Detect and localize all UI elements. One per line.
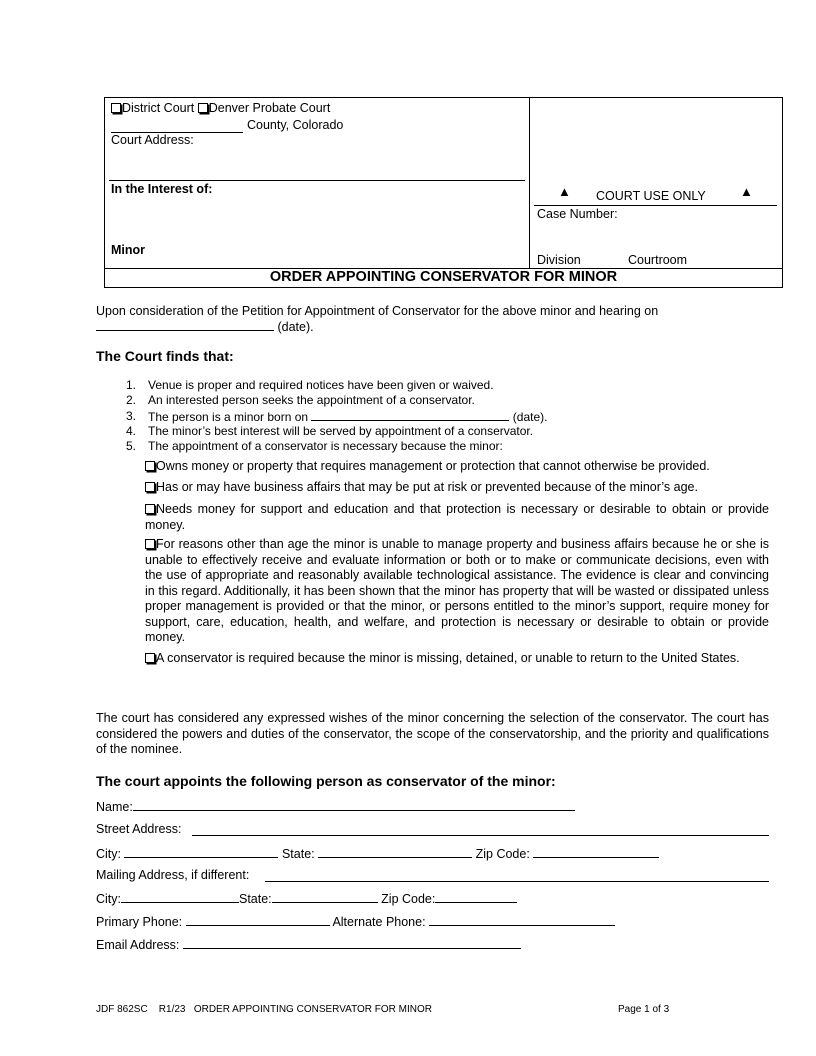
- finding-text: The appointment of a conservator is necessary because the minor:: [148, 439, 503, 453]
- option-text: Owns money or property that requires management or protection that cannot otherwise be provided.: [156, 459, 710, 473]
- email-row: [96, 937, 521, 952]
- mailing-city-label: City:: [96, 892, 121, 906]
- mailing-state-label: State:: [239, 892, 272, 906]
- mailing-address-blank[interactable]: [265, 881, 769, 882]
- court-address-line[interactable]: [109, 180, 525, 181]
- footer-page-number: Page 1 of 3: [618, 1004, 670, 1015]
- mailing-city-state-zip-row: [96, 891, 517, 906]
- footer-form-id: JDF 862SC R1/23 ORDER APPOINTING CONSERVATOR FOR MINOR: [96, 1004, 432, 1015]
- case-number-label: Case Number:: [537, 207, 618, 221]
- division-label: Division: [537, 253, 581, 267]
- court-use-divider: [534, 205, 777, 206]
- hearing-date-blank[interactable]: [96, 319, 274, 331]
- appoint-heading: The court appoints the following person as conservator of the minor:: [96, 773, 556, 789]
- triangle-left-icon: ▲: [558, 184, 571, 199]
- alt-phone-label: Alternate Phone:: [332, 915, 426, 929]
- option-checkbox[interactable]: [145, 459, 156, 473]
- mailing-address-label: Mailing Address, if different:: [96, 868, 250, 882]
- option-checkbox[interactable]: [145, 537, 156, 553]
- county-blank[interactable]: [111, 120, 243, 133]
- finding-number: 3.: [125, 409, 136, 423]
- mailing-zip-label: Zip Code:: [381, 892, 436, 906]
- option-checkbox[interactable]: [145, 480, 156, 494]
- finding-text: An interested person seeks the appointment of a conservator.: [148, 393, 475, 407]
- option-text: Needs money for support and education and that protection is necessary or desirable to obtain or provide money.: [145, 502, 769, 532]
- intro-paragraph: [96, 303, 768, 319]
- name-label: Name:: [96, 800, 133, 814]
- finding-number: 5.: [125, 439, 136, 453]
- court-use-only: COURT USE ONLY: [596, 189, 706, 203]
- option-missing-detained: [145, 650, 769, 666]
- minor-label: Minor: [111, 243, 146, 257]
- court-type-row: [111, 101, 330, 115]
- denver-probate-checkbox[interactable]: [198, 101, 209, 115]
- mailing-state-blank[interactable]: [272, 891, 378, 903]
- finding-number: 4.: [125, 424, 136, 438]
- birth-date-blank[interactable]: [311, 409, 509, 421]
- finding-text: The person is a minor born on: [148, 410, 309, 424]
- street-address-blank[interactable]: [192, 835, 769, 836]
- option-needs-money: [145, 501, 769, 533]
- name-blank[interactable]: [133, 799, 575, 811]
- triangle-right-icon: ▲: [740, 184, 753, 199]
- intro-line-2: [96, 319, 314, 334]
- district-court-checkbox[interactable]: [111, 101, 122, 115]
- finding-number: 2.: [125, 393, 136, 407]
- primary-phone-blank[interactable]: [186, 914, 330, 926]
- findings-heading: The Court finds that:: [96, 348, 234, 364]
- phone-row: [96, 914, 615, 929]
- court-address-label: Court Address:: [111, 133, 194, 147]
- city-state-zip-row: [96, 846, 659, 861]
- finding-birth-row: [148, 409, 547, 424]
- zip-label: Zip Code:: [475, 847, 530, 861]
- considered-paragraph: The court has considered any expressed wishes of the minor concerning the selection of the conservator. The court has considered the powers and duties of the conservator, the scope of the conservatorship, and the priority and qualifications of the nominee.: [96, 711, 769, 756]
- street-address-label: Street Address:: [96, 822, 182, 836]
- document-title: ORDER APPOINTING CONSERVATOR FOR MINOR: [269, 269, 618, 285]
- option-business-affairs: [145, 480, 769, 494]
- county-label: County, Colorado: [247, 118, 344, 132]
- option-unable-to-manage: [145, 537, 769, 646]
- city-blank[interactable]: [124, 846, 278, 858]
- caption-vertical-divider: [529, 97, 530, 269]
- state-label: State:: [281, 847, 315, 861]
- city-label: City:: [96, 847, 121, 861]
- finding-number: 1.: [125, 378, 136, 392]
- mailing-zip-blank[interactable]: [435, 891, 517, 903]
- email-blank[interactable]: [183, 937, 521, 949]
- option-text: For reasons other than age the minor is unable to manage property and business affairs because he or she is unable to effectively receive and evaluate information or both or to make or communicate decisions, even with the use of appropriate and reasonably available technological assistance. The evidence is clear and convincing in this regard. Additionally, it has been shown that the minor has property that will be wasted or dissipated unless proper management is provided or that the minor, or persons entitled to the minor’s support, require money for support, care, education, health, and welfare, and protection is necessary or desirable to obtain or provide money.: [145, 537, 769, 644]
- primary-phone-label: Primary Phone:: [96, 915, 183, 929]
- state-blank[interactable]: [318, 846, 472, 858]
- name-row: [96, 799, 575, 814]
- mailing-city-blank[interactable]: [121, 891, 239, 903]
- email-label: Email Address:: [96, 938, 180, 952]
- denver-probate-label: Denver Probate Court: [208, 101, 331, 115]
- district-court-label: District Court: [122, 101, 195, 115]
- intro-text-1: Upon consideration of the Petition for Appointment of Conservator for the above minor and hearing on: [96, 304, 659, 318]
- finding-text: The minor’s best interest will be served by appointment of a conservator.: [148, 424, 534, 438]
- finding-text: Venue is proper and required notices have been given or waived.: [148, 378, 494, 392]
- zip-blank[interactable]: [533, 846, 659, 858]
- option-text: Has or may have business affairs that may be put at risk or prevented because of the minor’s age.: [156, 480, 698, 494]
- option-checkbox[interactable]: [145, 650, 156, 666]
- interest-label: In the Interest of:: [111, 182, 213, 196]
- finding-suffix: (date).: [512, 410, 548, 424]
- option-text: A conservator is required because the minor is missing, detained, or unable to return to the United States.: [156, 651, 740, 665]
- alt-phone-blank[interactable]: [429, 914, 615, 926]
- intro-text-2: (date).: [277, 320, 314, 334]
- option-checkbox[interactable]: [145, 501, 156, 517]
- option-owns-money: [145, 459, 769, 473]
- courtroom-label: Courtroom: [628, 253, 688, 267]
